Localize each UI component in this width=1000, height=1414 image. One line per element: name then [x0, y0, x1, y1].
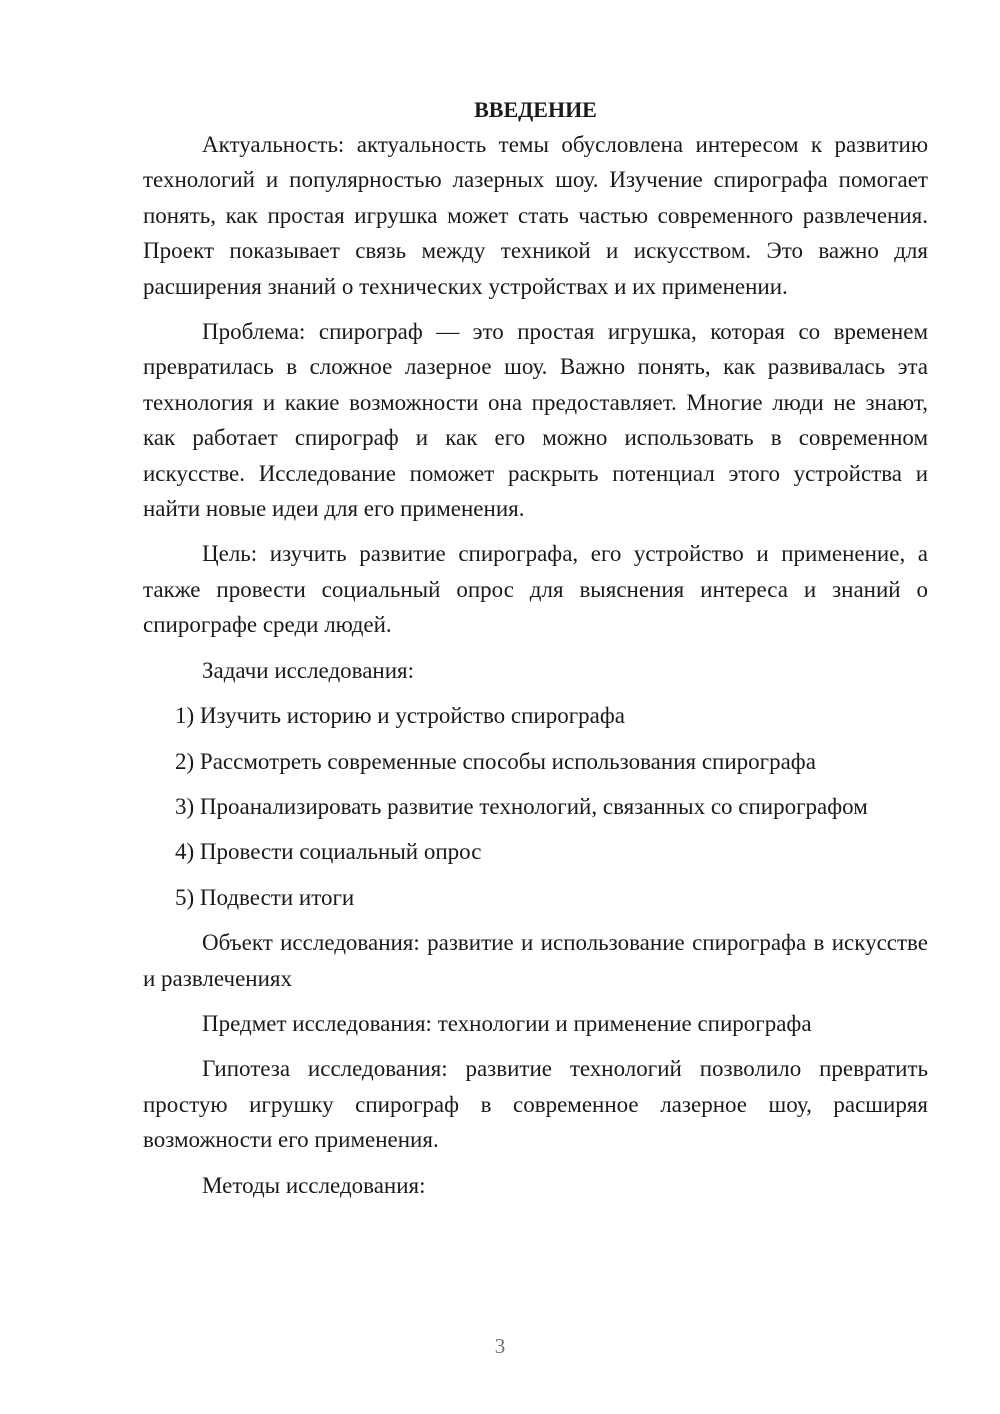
paragraph-problem: Проблема: спирограф — это простая игрушка, которая со временем превратилась в сложное лазерное шоу. Важно понять, как развивалась эта технология и какие возможности она предоставляет. Многие люди не знают, как работает спирограф и как его можно использовать в современном искусстве. Исследование поможет раскрыть потенциал этого устройства и найти новые идеи для его применения. [143, 319, 928, 522]
document-page [143, 92, 928, 1213]
task-item-5: 5) Подвести итоги [175, 884, 355, 910]
paragraph-subject: Предмет исследования: технологии и применение спирографа [202, 1010, 812, 1036]
task-item-3: 3) Проанализировать развитие технологий, связанных со спирографом [175, 793, 868, 819]
task-item-2: 2) Рассмотреть современные способы использования спирографа [175, 748, 816, 774]
paragraph-hypothesis: Гипотеза исследования: развитие технологий позволило превратить простую игрушку спирограф в современное лазерное шоу, расширяя возможности его применения. [143, 1056, 928, 1153]
task-item-1: 1) Изучить историю и устройство спирографа [175, 703, 625, 729]
paragraph-object: Объект исследования: развитие и использование спирографа в искусстве и развлечениях [143, 930, 928, 991]
tasks-heading: Задачи исследования: [202, 657, 415, 683]
task-item-4: 4) Провести социальный опрос [175, 839, 482, 865]
paragraph-relevance: Актуальность: актуальность темы обусловлена интересом к развитию технологий и популярностью лазерных шоу. Изучение спирографа помогает понять, как простая игрушка может стать частью современного развлечения. Проект показывает связь между техникой и искусством. Это важно для расширения знаний о технических устройствах и их применении. [143, 132, 928, 299]
page-number: 3 [494, 1334, 506, 1358]
paragraph-goal: Цель: изучить развитие спирографа, его устройство и применение, а также провести социальный опрос для выяснения интереса и знаний о спирографе среди людей. [143, 541, 928, 638]
paragraph-methods: Методы исследования: [202, 1172, 426, 1198]
page-title: ВВЕДЕНИЕ [474, 97, 597, 122]
